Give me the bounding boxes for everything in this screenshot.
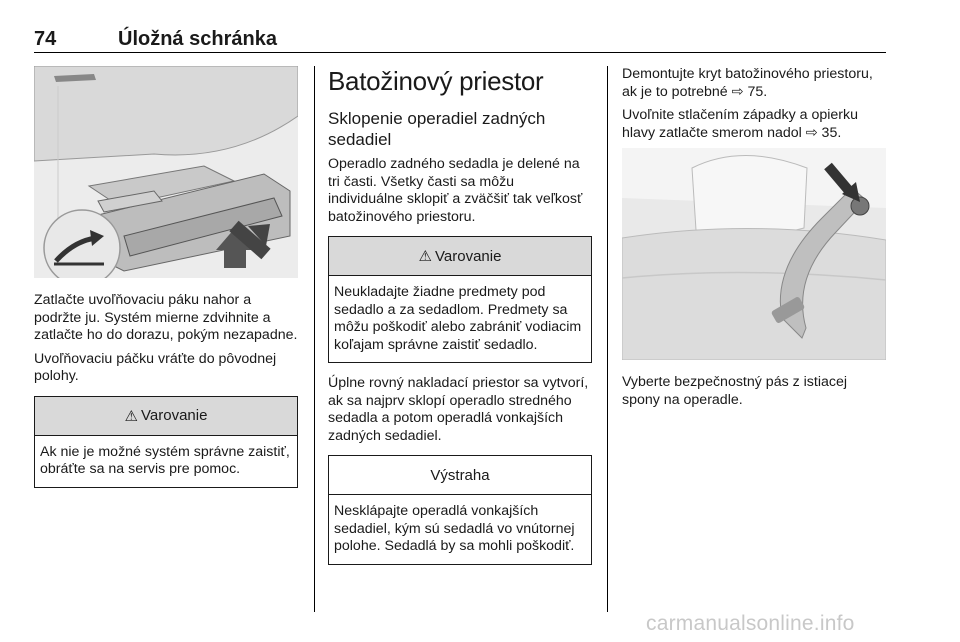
page-header <box>34 22 886 53</box>
caution-header <box>329 456 591 495</box>
warning-header <box>35 397 297 436</box>
caution-text: Nesklápajte operadlá vonkajších sedadiel, kým sú sedadlá vo vnútornej polohe. Sedadlá by sa mohli poškodiť. <box>334 503 575 554</box>
warning-text: Ak nie je možné systém správne zaistiť, obráťte sa na servis pre pomoc. <box>40 443 290 477</box>
warning-text: Neukladajte žiadne predmety pod sedadlo a za sedadlom. Predmety sa môžu poškodiť alebo zabrániť vodiacim koľajam správne zaistiť sedadlo. <box>334 284 582 353</box>
section-title: Batožinový priestor <box>328 66 544 96</box>
warning-triangle-icon: ⚠ <box>418 248 432 265</box>
warning-title: Varovanie <box>435 247 502 265</box>
warning-box <box>328 236 592 363</box>
instruction-paragraph: Zatlačte uvoľňovaciu páku nahor a podržte ju. Systém mierne zdvihnite a zatlačte ho do dorazu, pokým nezapadne. <box>34 292 298 343</box>
subsection-title: Sklopenie operadiel zadných sedadiel <box>328 109 546 149</box>
caution-box <box>328 455 592 565</box>
column-divider <box>607 66 608 612</box>
body-paragraph: Demontujte kryt batožinového priestoru, ak je to potrebné ⇨ 75. <box>622 66 873 100</box>
instruction-paragraph: Uvoľňovaciu páčku vráťte do pôvodnej polohy. <box>34 350 277 384</box>
warning-box <box>34 396 298 488</box>
watermark: carmanualsonline.info <box>646 612 855 635</box>
warning-title: Varovanie <box>141 407 208 424</box>
body-paragraph: Uvoľnite stlačením západky a opierku hlavy zatlačte smerom nadol ⇨ 35. <box>622 107 858 141</box>
body-paragraph: Úplne rovný nakladací priestor sa vytvorí, ak sa najprv sklopí operadlo stredného sedadla a potom operadlá vonkajších zadných sedadiel. <box>328 375 589 444</box>
column-2 <box>328 66 592 577</box>
seat-belt-illustration <box>622 148 886 360</box>
caution-title: Výstraha <box>430 466 490 484</box>
chapter-title: Úložná schránka <box>118 28 277 50</box>
column-divider <box>314 66 315 612</box>
page-number: 74 <box>34 28 57 50</box>
warning-triangle-icon: ⚠ <box>124 407 138 425</box>
body-paragraph: Operadlo zadného sedadla je delené na tri časti. Všetky časti sa môžu individuálne sklopiť a zväčšiť tak veľkosť batožinového priestoru. <box>328 156 583 225</box>
column-1 <box>34 66 298 500</box>
column-3 <box>622 66 886 415</box>
trunk-floor-illustration <box>34 66 298 278</box>
warning-header <box>329 237 591 276</box>
body-paragraph: Vyberte bezpečnostný pás z istiacej spony na operadle. <box>622 374 848 408</box>
